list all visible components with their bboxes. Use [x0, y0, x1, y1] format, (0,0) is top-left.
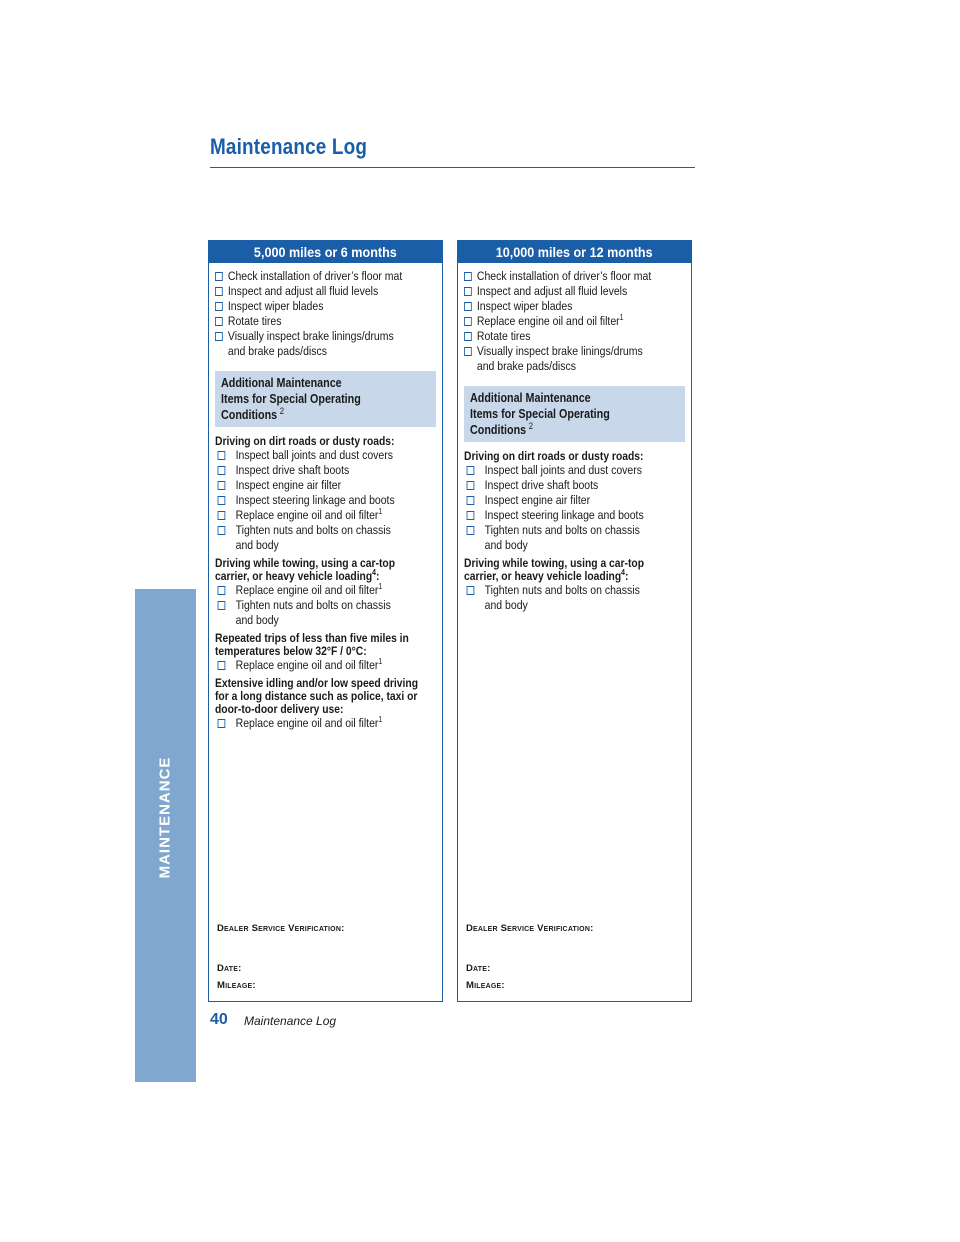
checklist-item[interactable]: Inspect drive shaft boots	[464, 478, 684, 493]
checklist-item[interactable]: Inspect steering linkage and boots	[215, 493, 435, 508]
checklist-item[interactable]: Inspect and adjust all fluid levels	[464, 284, 684, 299]
page-title: Maintenance Log	[210, 134, 368, 159]
checklist-item[interactable]: Tighten nuts and bolts on chassis and body	[464, 583, 657, 613]
condition-title: Driving while towing, using a car-top carrier, or heavy vehicle loading$^4$:	[215, 556, 396, 583]
condition-title: Driving while towing, using a car-top carrier, or heavy vehicle loading$^4$:	[464, 556, 645, 583]
checkbox-icon[interactable]	[215, 287, 223, 296]
checklist-item[interactable]: Tighten nuts and bolts on chassis and body	[215, 523, 408, 553]
date-label: Date:	[217, 963, 242, 974]
checkbox-icon[interactable]	[218, 719, 226, 728]
panel-10000-miles	[457, 240, 692, 1002]
checkbox-icon[interactable]	[218, 496, 226, 505]
checkbox-icon[interactable]	[467, 481, 475, 490]
panel-heading: 10,000 miles or 12 months	[458, 241, 691, 263]
checkbox-icon[interactable]	[464, 347, 472, 356]
checklist-item[interactable]: Replace engine oil and oil filter$^1$	[215, 716, 435, 731]
condition-title: Driving on dirt roads or dusty roads:	[215, 434, 395, 448]
title-divider	[210, 167, 695, 168]
checklist-item[interactable]: Inspect wiper blades	[215, 299, 435, 314]
checkbox-icon[interactable]	[218, 526, 226, 535]
checkbox-icon[interactable]	[218, 601, 226, 610]
checkbox-icon[interactable]	[464, 272, 472, 281]
checklist-item[interactable]: Inspect wiper blades	[464, 299, 684, 314]
panel-5000-miles	[208, 240, 443, 1002]
dealer-verification-label: Dealer Service Verification:	[466, 923, 594, 934]
checklist-item[interactable]: Check installation of driver’s floor mat	[464, 269, 684, 284]
checkbox-icon[interactable]	[467, 496, 475, 505]
checklist-item[interactable]: Rotate tires	[464, 329, 684, 344]
checkbox-icon[interactable]	[218, 511, 226, 520]
checklist-item[interactable]: Rotate tires	[215, 314, 435, 329]
condition-title: Repeated trips of less than five miles in temperatures below 32°F / 0°C:	[215, 631, 409, 658]
checkbox-icon[interactable]	[215, 317, 223, 326]
checklist-item[interactable]: Replace engine oil and oil filter$^1$	[215, 508, 435, 523]
checklist-item[interactable]: Inspect and adjust all fluid levels	[215, 284, 435, 299]
page-number: 40	[210, 1011, 228, 1028]
checkbox-icon[interactable]	[464, 302, 472, 311]
section-sidebar	[135, 589, 196, 1082]
checklist-item[interactable]: Replace engine oil and oil filter$^1$	[464, 314, 684, 329]
sidebar-label: MAINTENANCE	[156, 756, 174, 879]
checkbox-icon[interactable]	[467, 466, 475, 475]
checkbox-icon[interactable]	[218, 451, 226, 460]
checkbox-icon[interactable]	[467, 586, 475, 595]
checkbox-icon[interactable]	[215, 332, 223, 341]
footer-section-title: Maintenance Log	[244, 1014, 337, 1028]
checklist-item[interactable]: Inspect ball joints and dust covers	[464, 463, 684, 478]
checklist-item[interactable]: Inspect engine air filter	[215, 478, 435, 493]
condition-title: Extensive idling and/or low speed driving for a long distance such as police, taxi or door-to-door delivery use:	[215, 676, 419, 716]
panel-heading: 5,000 miles or 6 months	[209, 241, 442, 263]
checkbox-icon[interactable]	[218, 466, 226, 475]
dealer-verification-label: Dealer Service Verification:	[217, 923, 345, 934]
checkbox-icon[interactable]	[218, 586, 226, 595]
mileage-label: Mileage:	[466, 980, 505, 991]
checkbox-icon[interactable]	[215, 302, 223, 311]
checkbox-icon[interactable]	[215, 272, 223, 281]
checklist-item[interactable]: Visually inspect brake linings/drums and brake pads/discs	[215, 329, 400, 359]
checkbox-icon[interactable]	[467, 526, 475, 535]
checkbox-icon[interactable]	[218, 481, 226, 490]
mileage-label: Mileage:	[217, 980, 256, 991]
checkbox-icon[interactable]	[464, 332, 472, 341]
checklist	[209, 263, 442, 731]
checklist-item[interactable]: Visually inspect brake linings/drums and brake pads/discs	[464, 344, 649, 374]
checklist-item[interactable]: Replace engine oil and oil filter$^1$	[215, 658, 435, 673]
date-label: Date:	[466, 963, 491, 974]
checkbox-icon[interactable]	[218, 661, 226, 670]
checklist-item[interactable]: Replace engine oil and oil filter$^1$	[215, 583, 435, 598]
checklist-item[interactable]: Check installation of driver’s floor mat	[215, 269, 435, 284]
checklist-item[interactable]: Tighten nuts and bolts on chassis and body	[215, 598, 408, 628]
additional-items-heading: Additional Maintenance Items for Special Operating Conditions $^2$	[464, 386, 685, 442]
checkbox-icon[interactable]	[464, 287, 472, 296]
checkbox-icon[interactable]	[464, 317, 472, 326]
checklist-item[interactable]: Inspect steering linkage and boots	[464, 508, 684, 523]
condition-title: Driving on dirt roads or dusty roads:	[464, 449, 644, 463]
checklist-item[interactable]: Tighten nuts and bolts on chassis and body	[464, 523, 657, 553]
checklist-item[interactable]: Inspect engine air filter	[464, 493, 684, 508]
additional-items-heading: Additional Maintenance Items for Special Operating Conditions $^2$	[215, 371, 436, 427]
checklist-item[interactable]: Inspect ball joints and dust covers	[215, 448, 435, 463]
checklist-item[interactable]: Inspect drive shaft boots	[215, 463, 435, 478]
checkbox-icon[interactable]	[467, 511, 475, 520]
checklist	[458, 263, 691, 613]
